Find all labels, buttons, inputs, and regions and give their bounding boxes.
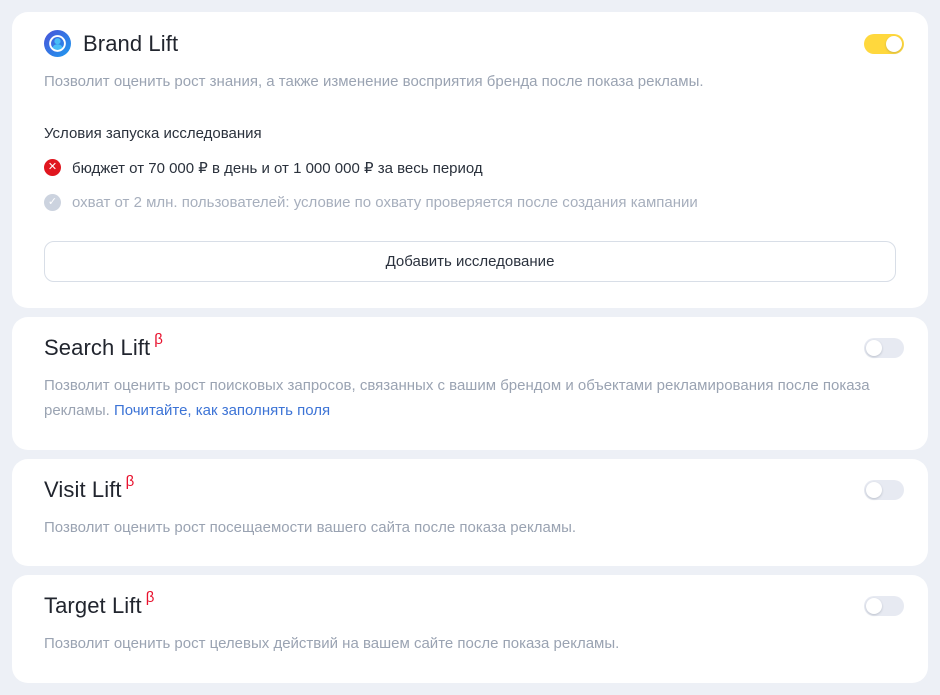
toggle-knob	[866, 598, 882, 614]
brand-lift-title: Brand Lift	[83, 30, 179, 56]
target-lift-card	[12, 575, 928, 683]
search-lift-title: Search Lift $^\beta$	[44, 330, 164, 360]
visit-lift-description: Позволит оценить рост посещаемости вашего сайта после показа рекламы.	[44, 518, 577, 536]
search-lift-description: Позволит оценить рост поисковых запросов, связанных с вашим брендом и объектами рекламирования после показа рекламы. Почитайте, как заполнять поля	[44, 376, 870, 419]
condition-text: охват от 2 млн. пользователей: условие по охвату проверяется после создания кампании	[72, 193, 698, 211]
check-circle-icon: ✓	[44, 194, 61, 211]
brand-lift-icon	[44, 30, 71, 57]
condition-row-reach	[44, 194, 896, 211]
how-to-fill-fields-link[interactable]: Почитайте, как заполнять поля	[113, 402, 331, 419]
brand-lift-header	[44, 30, 896, 57]
toggle-knob	[886, 36, 902, 52]
target-lift-toggle[interactable]	[864, 596, 904, 616]
brand-lift-card	[12, 12, 928, 308]
beta-badge: β	[154, 330, 164, 348]
beta-badge: β	[145, 589, 155, 606]
search-lift-header	[44, 330, 896, 361]
conditions-title: Условия запуска исследования	[44, 124, 262, 142]
visit-lift-toggle[interactable]	[864, 480, 904, 500]
visit-lift-title: Visit Lift $^\beta$	[44, 472, 135, 502]
beta-badge: β	[125, 472, 135, 490]
brand-lift-toggle[interactable]	[864, 34, 904, 54]
visit-lift-header	[44, 472, 896, 503]
target-lift-description: Позволит оценить рост целевых действий на вашем сайте после показа рекламы.	[44, 635, 620, 652]
brand-lift-description: Позволит оценить рост знания, а также изменение восприятия бренда после показа рекламы.	[44, 73, 704, 90]
toggle-knob	[866, 482, 882, 498]
visit-lift-card	[12, 459, 928, 567]
search-lift-toggle[interactable]	[864, 338, 904, 358]
search-lift-card	[12, 317, 928, 450]
condition-text: бюджет от 70 000 ₽ в день и от 1 000 000 ₽ за весь период	[72, 159, 483, 177]
target-lift-title: Target Lift $^\beta$	[44, 589, 155, 618]
cross-circle-icon: ✕	[44, 159, 61, 176]
target-lift-header	[44, 589, 896, 619]
condition-row-budget	[44, 159, 896, 177]
add-research-button[interactable]: Добавить исследование	[44, 241, 896, 282]
toggle-knob	[866, 340, 882, 356]
